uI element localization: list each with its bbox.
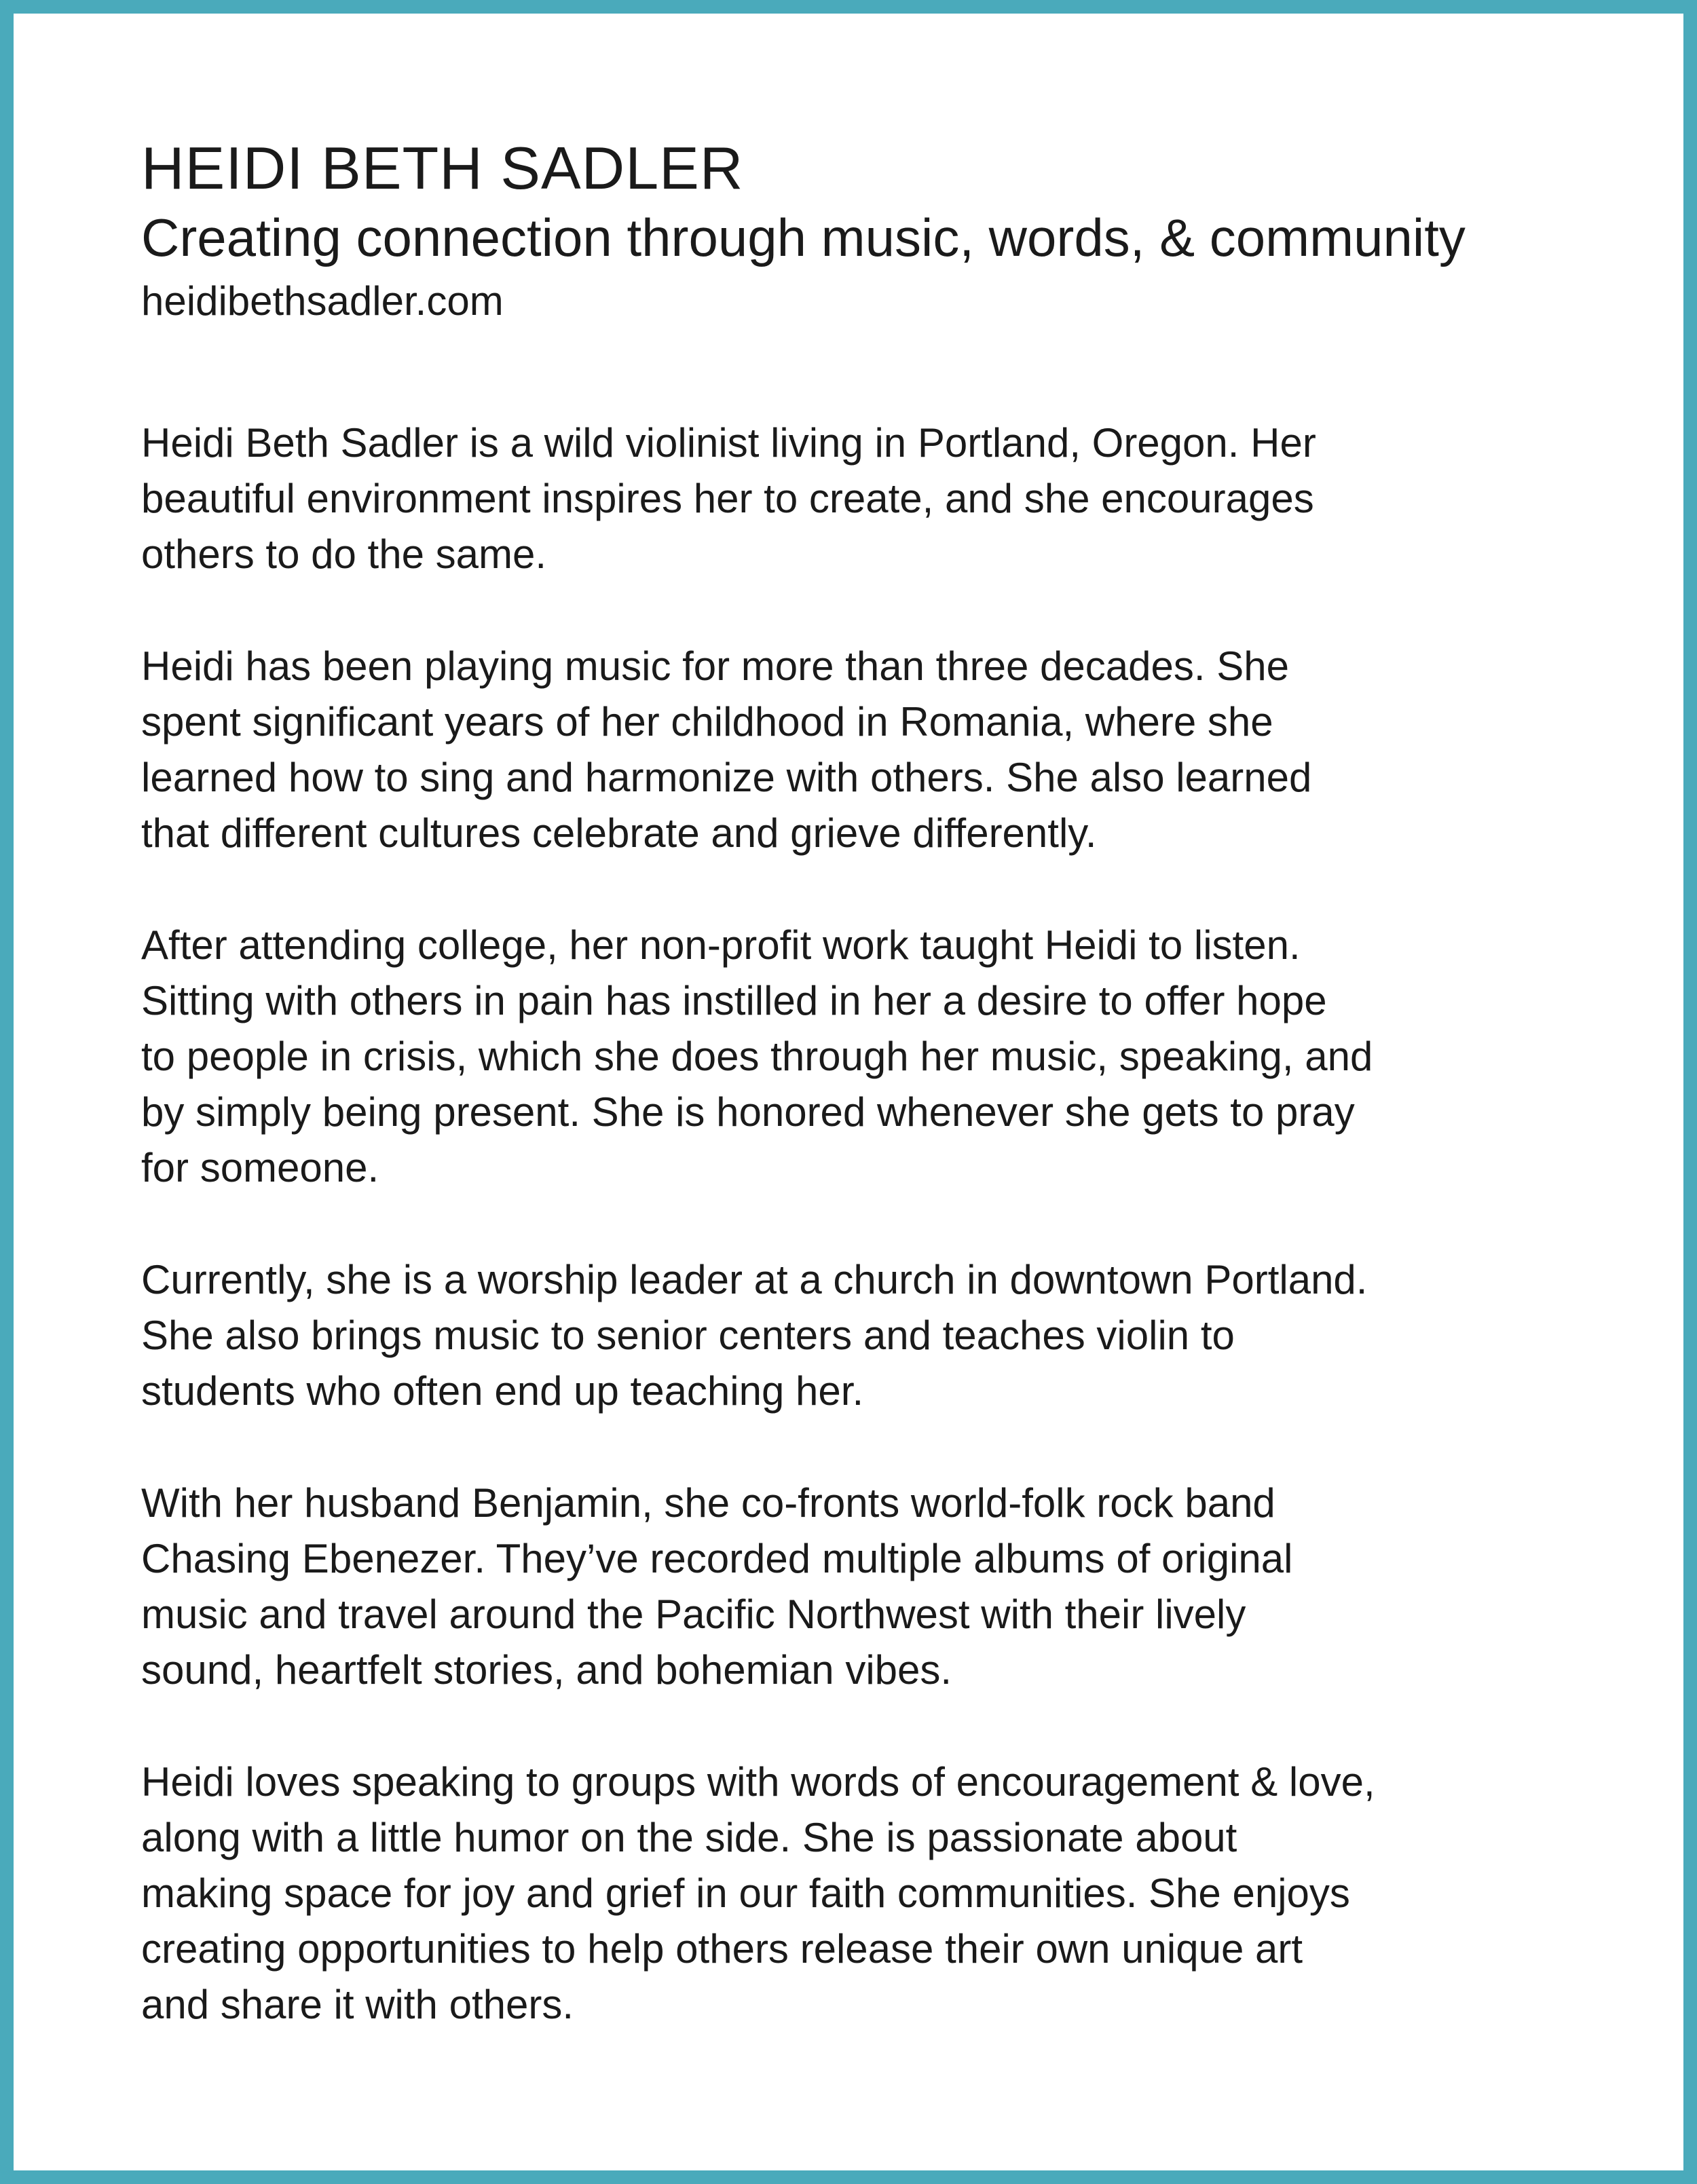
page-title: HEIDI BETH SADLER xyxy=(141,134,744,202)
website-text: heidibethsadler.com xyxy=(141,278,504,324)
bio-paragraph-music-background: Heidi has been playing music for more than three decades. She spent significant years of her childhood in Romania, where she learned how to sing and harmonize with others. She also learned that different cultures celebrate and grieve differently. xyxy=(141,643,1312,856)
bio-paragraph-nonprofit-work: After attending college, her non-profit work taught Heidi to listen. Sitting with others in pain has instilled in her a desire to offer hope to people in crisis, which she does through her music, speaking, and by simply being present. She is honored whenever she gets to pray for someone. xyxy=(141,922,1373,1190)
bio-paragraph-current-work: Currently, she is a worship leader at a church in downtown Portland. She also brings music to senior centers and teaches violin to students who often end up teaching her. xyxy=(141,1257,1368,1414)
bio-paragraph-intro: Heidi Beth Sadler is a wild violinist living in Portland, Oregon. Her beautiful environment inspires her to create, and she encourages others to do the same. xyxy=(141,420,1316,577)
tagline: Creating connection through music, words, & community xyxy=(141,208,1466,267)
bio-section xyxy=(141,415,1594,2033)
bio-paragraph-band: With her husband Benjamin, she co-fronts world-folk rock band Chasing Ebenezer. They’ve recorded multiple albums of original music and travel around the Pacific Northwest with their lively sound, heartfelt stories, and bohemian vibes. xyxy=(141,1480,1293,1693)
document-content xyxy=(141,133,1594,2033)
bio-paragraph-speaking: Heidi loves speaking to groups with words of encouragement & love, along with a little humor on the side. She is passionate about making space for joy and grief in our faith communities. She enjoys creating opportunities to help others release their own unique art and share it with others. xyxy=(141,1759,1375,2027)
